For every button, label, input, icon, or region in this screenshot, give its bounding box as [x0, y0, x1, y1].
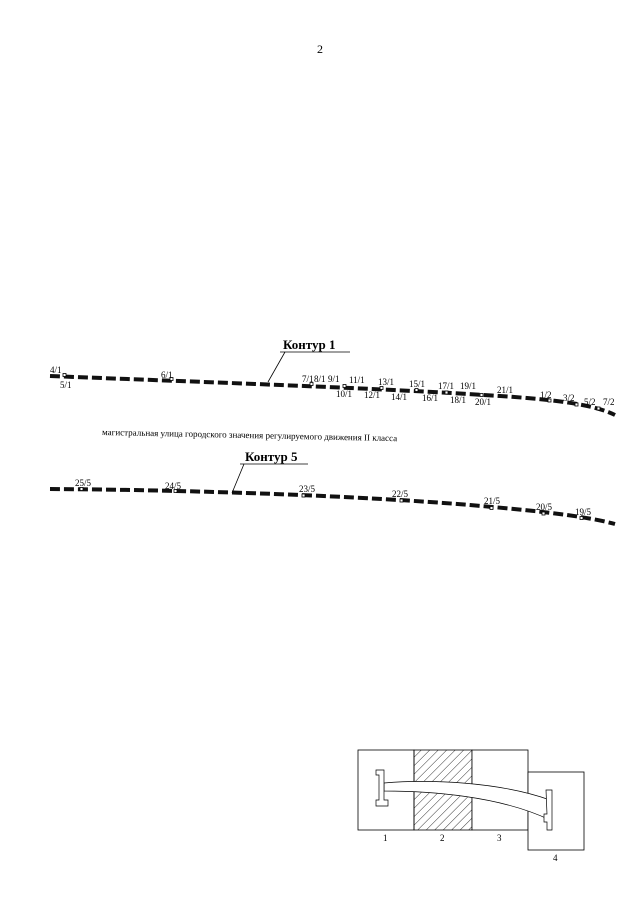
point-label: 21/1 [497, 385, 514, 395]
street-label: магистральная улица городского значения регулируемого движения II класса [101, 427, 398, 444]
point-label: 10/1 [336, 389, 353, 399]
point-label: 25/5 [75, 478, 92, 488]
point-label: 18/1 [450, 395, 467, 405]
point-label: 23/5 [299, 484, 316, 494]
contour5-leader [232, 464, 244, 493]
point-label: 14/1 [391, 392, 408, 402]
point-label: 7/1 [302, 374, 314, 384]
point-label: 1/2 [540, 390, 552, 400]
point-label: 21/5 [484, 496, 501, 506]
point-label: 19/1 [460, 381, 477, 391]
contour1-title: Контур 1 [283, 337, 336, 352]
point-label: 11/1 [349, 375, 365, 385]
point-label: 8/1 [314, 374, 326, 384]
point-label: 7/2 [603, 397, 615, 407]
point-label: 6/1 [161, 370, 173, 380]
contour5-title: Контур 5 [245, 449, 298, 464]
inset-label-3: 3 [497, 833, 502, 843]
inset-diagram [358, 750, 584, 863]
point-label: 16/1 [422, 393, 439, 403]
point-label: 9/1 [328, 374, 340, 384]
contour1-leader [268, 352, 285, 382]
inset-label-2: 2 [440, 833, 445, 843]
point-label: 24/5 [165, 481, 182, 491]
point-label: 22/5 [392, 489, 409, 499]
point-label: 19/5 [575, 507, 592, 517]
point-label: 20/1 [475, 397, 492, 407]
point-label: 5/1 [60, 380, 72, 390]
inset-label-4: 4 [553, 853, 558, 863]
point-label: 4/1 [50, 365, 62, 375]
page-number: 2 [317, 42, 323, 56]
point-label: 17/1 [438, 381, 455, 391]
point-label: 15/1 [409, 379, 426, 389]
point-label: 20/5 [536, 502, 553, 512]
point-label: 3/2 [563, 393, 575, 403]
contour5-line [50, 489, 615, 524]
point-label: 13/1 [378, 377, 395, 387]
inset-label-1: 1 [383, 833, 388, 843]
point-label: 12/1 [364, 390, 381, 400]
point-label: 5/2 [584, 397, 596, 407]
